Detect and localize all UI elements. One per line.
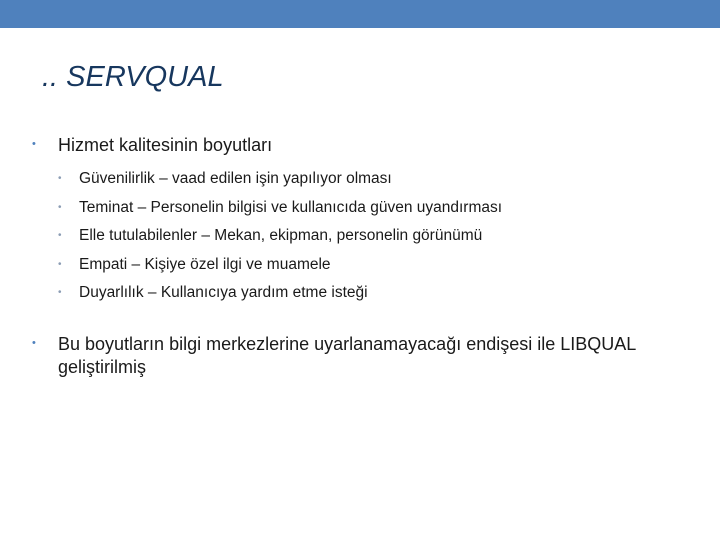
bullet-dot-icon: • xyxy=(32,138,36,150)
subbullet-assurance xyxy=(30,194,680,223)
bullet-dot-icon: • xyxy=(58,173,62,185)
bullet-text: Hizmet kalitesinin boyutları xyxy=(58,135,273,155)
subbullet-reliability xyxy=(30,165,680,194)
bullet-dimensions xyxy=(30,134,680,157)
spacer xyxy=(30,308,680,333)
bullet-dot-icon: • xyxy=(58,287,62,299)
subbullet-text: Teminat – Personelin bilgisi ve kullanıcıda güven uyandırması xyxy=(79,198,503,216)
dimensions-sublist xyxy=(30,165,680,308)
subbullet-text: Güvenilirlik – vaad edilen işin yapılıyor olması xyxy=(79,170,392,188)
bullet-dot-icon: • xyxy=(32,336,36,349)
bullet-dot-icon: • xyxy=(58,230,62,242)
slide-content xyxy=(30,134,680,380)
subbullet-tangibles xyxy=(30,222,680,251)
subbullet-empathy xyxy=(30,251,680,280)
subbullet-text: Elle tutulabilenler – Mekan, ekipman, personelin görünümü xyxy=(79,227,483,245)
subbullet-responsiveness xyxy=(30,279,680,308)
header-accent-bar xyxy=(0,0,720,28)
slide-title: .. SERVQUAL xyxy=(42,61,224,93)
subbullet-text: Duyarlılık – Kullanıcıya yardım etme isteği xyxy=(79,284,368,302)
bullet-dot-icon: • xyxy=(58,258,62,270)
subbullet-text: Empati – Kişiye özel ilgi ve muamele xyxy=(79,255,331,273)
bullet-text: Bu boyutların bilgi merkezlerine uyarlanamayacağı endişesi ile LIBQUAL geliştirilmiş xyxy=(58,333,636,378)
bullet-libqual xyxy=(30,333,680,380)
bullet-dot-icon: • xyxy=(58,201,62,213)
